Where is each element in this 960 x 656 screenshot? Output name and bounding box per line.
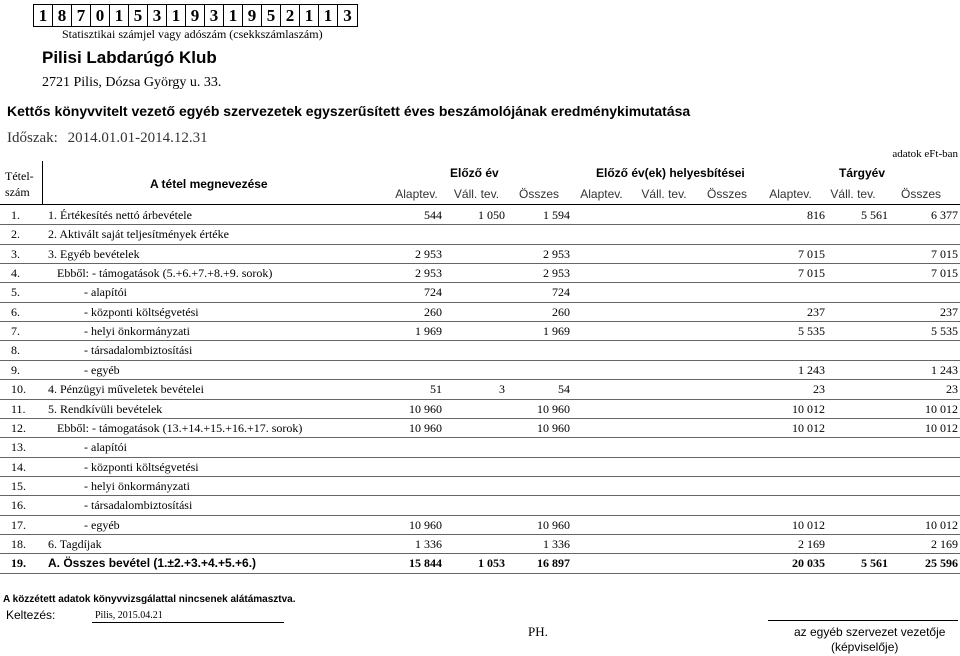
header-prev-year: Előző év (450, 166, 499, 180)
row-value: 10 012 (792, 517, 825, 532)
row-value: 10 012 (925, 401, 958, 416)
row-number: 13. (11, 440, 26, 455)
row-value: 15 844 (409, 556, 442, 571)
row-value: 10 960 (537, 401, 570, 416)
row-value: 6 377 (931, 208, 958, 222)
row-value: 2 953 (415, 246, 442, 261)
row-number: 6. (11, 304, 20, 319)
row-value: 2 953 (543, 266, 570, 281)
tax-digit: 3 (205, 5, 224, 26)
row-value: 10 960 (409, 420, 442, 435)
row-rule (0, 302, 960, 303)
row-label: - egyéb (48, 362, 120, 377)
row-number: 15. (11, 478, 26, 493)
tax-digit: 8 (53, 5, 72, 26)
audit-note: A közzétett adatok könyvvizsgálattal nincsenek alátámasztva. (3, 594, 296, 605)
row-rule (0, 534, 960, 535)
row-value: 1 243 (798, 362, 825, 377)
row-rule (0, 399, 960, 400)
row-rule (0, 495, 960, 496)
row-label: - helyi önkormányzati (48, 478, 190, 493)
row-label: 5. Rendkívüli bevételek (48, 401, 163, 416)
row-value: 10 960 (537, 420, 570, 435)
row-label: - társadalombiztosítási (48, 498, 193, 513)
header-prev-corr: Előző év(ek) helyesbítései (596, 166, 745, 180)
row-value: 10 960 (409, 401, 442, 416)
row-rule (0, 553, 960, 554)
row-rule (0, 476, 960, 477)
row-number: 16. (11, 498, 26, 513)
row-value: 5 561 (861, 208, 888, 222)
row-value: 724 (552, 285, 570, 300)
subheader-osszes: Összes (900, 187, 941, 201)
row-rule (0, 263, 960, 264)
row-rule (0, 282, 960, 283)
row-number: 18. (11, 536, 26, 551)
row-value: 1 969 (543, 324, 570, 339)
org-address: 2721 Pilis, Dózsa György u. 33. (42, 75, 222, 90)
subheader-vall: Váll. tev. (830, 187, 876, 201)
row-value: 1 594 (543, 208, 570, 222)
tax-digit: 0 (91, 5, 110, 26)
subheader-alaptev: Alaptev. (769, 187, 812, 201)
subheader-vall: Váll. tev. (453, 187, 500, 201)
row-value: 20 035 (792, 556, 825, 571)
subheader-vall: Váll. tev. (641, 187, 687, 201)
tax-digit: 1 (34, 5, 53, 26)
tax-digit: 1 (167, 5, 186, 26)
row-value: 5 535 (931, 324, 958, 339)
dated-value: Pilis, 2015.04.21 (95, 610, 163, 621)
subheader-osszes: Összes (518, 187, 559, 201)
header-divider (42, 161, 43, 205)
tax-digit: 3 (343, 5, 352, 25)
row-number: 12. (11, 420, 26, 435)
tax-digit: 1 (300, 5, 319, 26)
row-value: 3 (499, 382, 505, 397)
row-label: 6. Tagdíjak (48, 536, 102, 551)
signature-line (768, 620, 958, 621)
row-value: 1 336 (415, 536, 442, 551)
period (7, 130, 208, 147)
row-rule (0, 457, 960, 458)
row-rule (0, 360, 960, 361)
row-number: 11. (11, 401, 26, 416)
row-value: 237 (940, 304, 958, 319)
signer-sub: (képviselője) (831, 640, 899, 654)
signer-label: az egyéb szervezet vezetője (794, 625, 946, 639)
row-value: 260 (552, 304, 570, 319)
row-value: 10 960 (537, 517, 570, 532)
row-rule (0, 379, 960, 380)
row-label: 4. Pénzügyi műveletek bevételei (48, 382, 204, 397)
row-value: 1 243 (931, 362, 958, 377)
subheader-osszes: Összes (706, 187, 747, 201)
period-value: 2014.01.01-2014.12.31 (67, 130, 208, 146)
row-number: 8. (11, 343, 20, 358)
row-number: 3. (11, 246, 20, 261)
row-rule (0, 515, 960, 516)
tax-digit: 5 (262, 5, 281, 26)
row-label: - központi költségvetési (48, 459, 199, 474)
dated-label: Keltezés: (6, 608, 56, 622)
tax-digit: 9 (186, 5, 205, 26)
tax-digit: 3 (148, 5, 167, 26)
row-value: 5 535 (798, 324, 825, 339)
row-value: 260 (424, 304, 442, 319)
row-rule (0, 224, 960, 225)
header-current: Tárgyév (839, 166, 886, 180)
period-label: Időszak: (7, 130, 58, 146)
tax-digit: 9 (243, 5, 262, 26)
row-value: 1 050 (478, 208, 505, 222)
row-rule (0, 321, 960, 322)
row-value: 2 953 (543, 246, 570, 261)
row-value: 25 596 (925, 556, 958, 571)
row-value: 5 561 (861, 556, 888, 571)
row-number: 5. (11, 285, 20, 300)
row-value: 724 (424, 285, 442, 300)
row-value: 1 969 (415, 324, 442, 339)
row-value: 23 (813, 382, 825, 397)
row-rule (0, 340, 960, 341)
row-label: Ebből: - támogatások (5.+6.+7.+8.+9. sorok) (48, 266, 273, 281)
row-value: 51 (430, 382, 442, 397)
row-label: 1. Értékesítés nettó árbevétele (48, 208, 192, 222)
tax-digit: 5 (129, 5, 148, 26)
tax-caption: Statisztikai számjel vagy adószám (csekkszámlaszám) (62, 27, 323, 41)
row-value: 10 012 (925, 420, 958, 435)
row-value: 7 015 (798, 246, 825, 261)
row-value: 1 336 (543, 536, 570, 551)
row-value: 7 015 (931, 246, 958, 261)
row-number: 14. (11, 459, 26, 474)
row-number: 4. (11, 266, 20, 281)
row-number: 10. (11, 382, 26, 397)
row-value: 16 897 (537, 556, 570, 571)
row-label: 3. Egyéb bevételek (48, 246, 140, 261)
row-number: 1. (11, 208, 20, 222)
header-item-name: A tétel megnevezése (150, 177, 268, 191)
row-value: 54 (558, 382, 570, 397)
ph-mark: PH. (528, 624, 548, 639)
row-rule (0, 418, 960, 419)
row-value: 10 012 (792, 420, 825, 435)
tax-digit: 1 (224, 5, 243, 26)
subheader-alaptev: Alaptev. (395, 187, 438, 201)
unit-note: adatok eFt-ban (892, 148, 958, 160)
row-rule (0, 244, 960, 245)
tax-number-boxes (33, 4, 358, 27)
row-value: 7 015 (798, 266, 825, 281)
row-label: - helyi önkormányzati (48, 324, 190, 339)
row-value: 2 169 (931, 536, 958, 551)
row-number: 7. (11, 324, 20, 339)
org-name: Pilisi Labdarúgó Klub (42, 48, 217, 67)
date-underline (92, 622, 284, 623)
row-value: 237 (807, 304, 825, 319)
header-bottom-rule (0, 204, 960, 205)
row-value: 1 053 (478, 556, 505, 571)
row-value: 7 015 (931, 266, 958, 281)
row-value: 10 960 (409, 517, 442, 532)
row-rule (0, 573, 960, 574)
row-value: 2 953 (415, 266, 442, 281)
row-value: 544 (424, 208, 442, 222)
row-value: 10 012 (925, 517, 958, 532)
row-number: 9. (11, 362, 20, 377)
tax-digit: 1 (110, 5, 129, 26)
tax-digit: 2 (281, 5, 300, 26)
row-value: 23 (946, 382, 958, 397)
row-number: 17. (11, 517, 26, 532)
row-label: - alapítói (48, 440, 127, 455)
row-label: - alapítói (48, 285, 127, 300)
tax-digit: 7 (72, 5, 91, 26)
row-label: - központi költségvetési (48, 304, 199, 319)
row-label: - egyéb (48, 517, 120, 532)
tax-digit: 1 (319, 5, 338, 26)
row-number: 2. (11, 227, 20, 242)
row-label: - társadalombiztosítási (48, 343, 193, 358)
row-value: 10 012 (792, 401, 825, 416)
row-label: Ebből: - támogatások (13.+14.+15.+16.+17. sorok) (48, 420, 303, 435)
row-value: 816 (807, 208, 825, 222)
row-number: 19. (11, 556, 26, 571)
row-label: A. Összes bevétel (1.±2.+3.+4.+5.+6.) (48, 556, 257, 571)
row-value: 2 169 (798, 536, 825, 551)
report-title: Kettős könyvvitelt vezető egyéb szervezetek egyszerűsített éves beszámolójának eredménykimutatása (7, 103, 691, 119)
subheader-alaptev: Alaptev. (580, 187, 623, 201)
header-item-no: Tétel- szám (5, 169, 34, 199)
row-label: 2. Aktivált saját teljesítmények értéke (48, 227, 229, 242)
row-rule (0, 437, 960, 438)
